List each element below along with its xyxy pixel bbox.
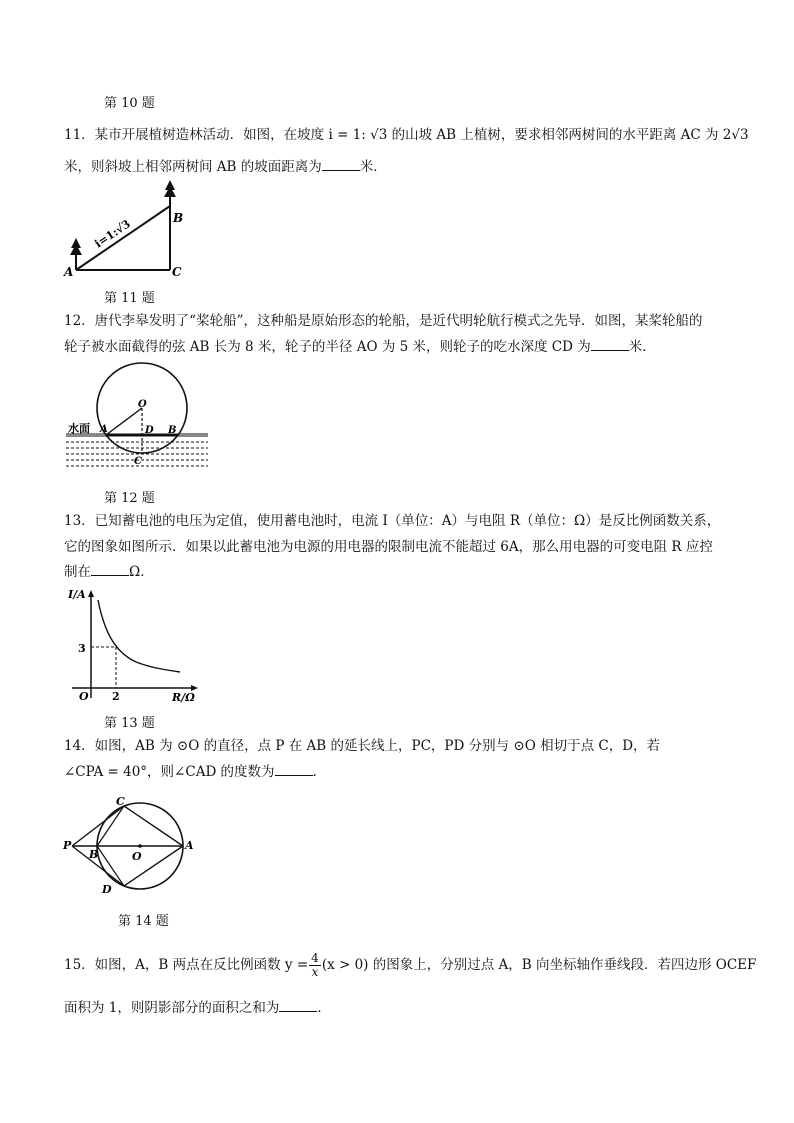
q12-text-line2 — [64, 337, 656, 357]
q12-label-o: O — [138, 399, 147, 410]
q12-caption: 第 12 题 — [104, 491, 155, 506]
q13-origin: O — [79, 690, 89, 703]
q14-label-p: P — [63, 839, 72, 852]
q15-text-line2 — [64, 998, 331, 1018]
q13-x-label: R/Ω — [172, 691, 195, 704]
q15-answer-blank — [279, 999, 317, 1012]
q13-text-line3 — [64, 562, 154, 582]
q14-caption: 第 14 题 — [118, 914, 169, 929]
q12-label-b: B — [168, 425, 177, 436]
q12-label-c: C — [134, 456, 142, 467]
q13-text-line1: 13．已知蓄电池的电压为定值，使用蓄电池时，电流 I（单位：A）与电阻 R（单位：Ω）是反比例函数关系， — [64, 513, 721, 529]
q12-label-d: D — [145, 425, 154, 436]
q15-text-line2-post: ． — [317, 1000, 331, 1016]
q15-text-line1-post: (x > 0) 的图象上，分别过点 A，B 向坐标轴作垂线段．若四边形 OCEF — [321, 957, 757, 973]
q11-text-line2-pre: 米，则斜坡上相邻两树间 AB 的坡面距离为 — [64, 159, 322, 175]
q10-caption: 第 10 题 — [104, 96, 155, 111]
q14-label-c: C — [116, 796, 125, 808]
q13-text-line2: 它的图象如图所示．如果以此蓄电池为电源的用电器的限制电流不能超过 6A，那么用电器的可变电阻 R 应控 — [64, 539, 713, 555]
q14-label-b: B — [89, 848, 99, 861]
q13-curve — [98, 600, 180, 672]
q11-caption: 第 11 题 — [104, 291, 155, 306]
q15-text-line1 — [64, 952, 756, 979]
q13-text-line3-pre: 制在 — [64, 564, 91, 580]
q13-answer-blank — [91, 563, 129, 576]
q15-fraction-denominator: x — [311, 965, 319, 979]
tree-icon-b — [164, 180, 176, 206]
q12-label-a: A — [100, 424, 108, 435]
q13-figure — [62, 586, 202, 708]
q13-y-arrow-icon — [88, 590, 94, 597]
q11-label-c: C — [172, 265, 182, 279]
q13-x-tick: 2 — [112, 690, 120, 703]
q14-center-dot — [138, 844, 142, 848]
q14-text-line2-post: ． — [312, 764, 327, 780]
q14-answer-blank — [275, 763, 313, 776]
q15-fraction — [309, 952, 321, 979]
q12-text-line1: 12．唐代李皋发明了“桨轮船”，这种船是原始形态的轮船，是近代明轮航行模式之先导．如图，某桨轮船的 — [64, 313, 703, 329]
q14-text-line2 — [64, 762, 326, 782]
q11-text-line1: 11．某市开展植树造林活动．如图，在坡度 i = 1: √3 的山坡 AB 上植树，要求相邻两树间的水平距离 AC 为 2√3 — [64, 127, 749, 143]
q11-text-line2 — [64, 157, 387, 177]
q15-text-line1-pre: 15．如图，A，B 两点在反比例函数 y = — [64, 957, 309, 973]
q13-caption: 第 13 题 — [104, 716, 155, 731]
q11-figure — [60, 178, 190, 282]
q13-y-tick: 3 — [78, 642, 86, 655]
q12-figure — [62, 362, 212, 472]
q14-figure — [62, 796, 202, 898]
q12-text-line2-post: 米． — [628, 339, 656, 355]
q12-radius-ao — [106, 408, 142, 435]
q14-chord-ca — [124, 806, 183, 846]
q11-segment-ab — [76, 206, 170, 270]
q15-fraction-numerator: 4 — [311, 951, 319, 965]
q11-text-line2-post: 米． — [359, 159, 387, 175]
q11-answer-blank — [322, 158, 360, 171]
q13-text-line3-post: Ω． — [129, 564, 154, 580]
q14-label-d: D — [102, 883, 112, 896]
q14-label-a: A — [185, 839, 194, 852]
q15-text-line2-pre: 面积为 1，则阴影部分的面积之和为 — [64, 1000, 280, 1016]
q14-text-line2-pre: ∠CPA = 40°，则∠CAD 的度数为 — [64, 764, 275, 780]
q12-answer-blank — [591, 338, 629, 351]
q14-label-o: O — [132, 850, 142, 863]
q14-text-line1: 14．如图，AB 为 ⊙O 的直径，点 P 在 AB 的延长线上，PC，PD 分别与 ⊙O 相切于点 C，D，若 — [64, 738, 661, 754]
q11-slope-label: i=1:√3 — [92, 217, 133, 251]
q11-label-b: B — [173, 211, 184, 225]
q11-label-a: A — [64, 265, 74, 279]
q12-water-label: 水面 — [68, 422, 90, 435]
q13-y-label: I/A — [68, 588, 86, 601]
q12-text-line2-pre: 轮子被水面截得的弦 AB 长为 8 米，轮子的半径 AO 为 5 米，则轮子的吃水深度 CD 为 — [64, 339, 591, 355]
